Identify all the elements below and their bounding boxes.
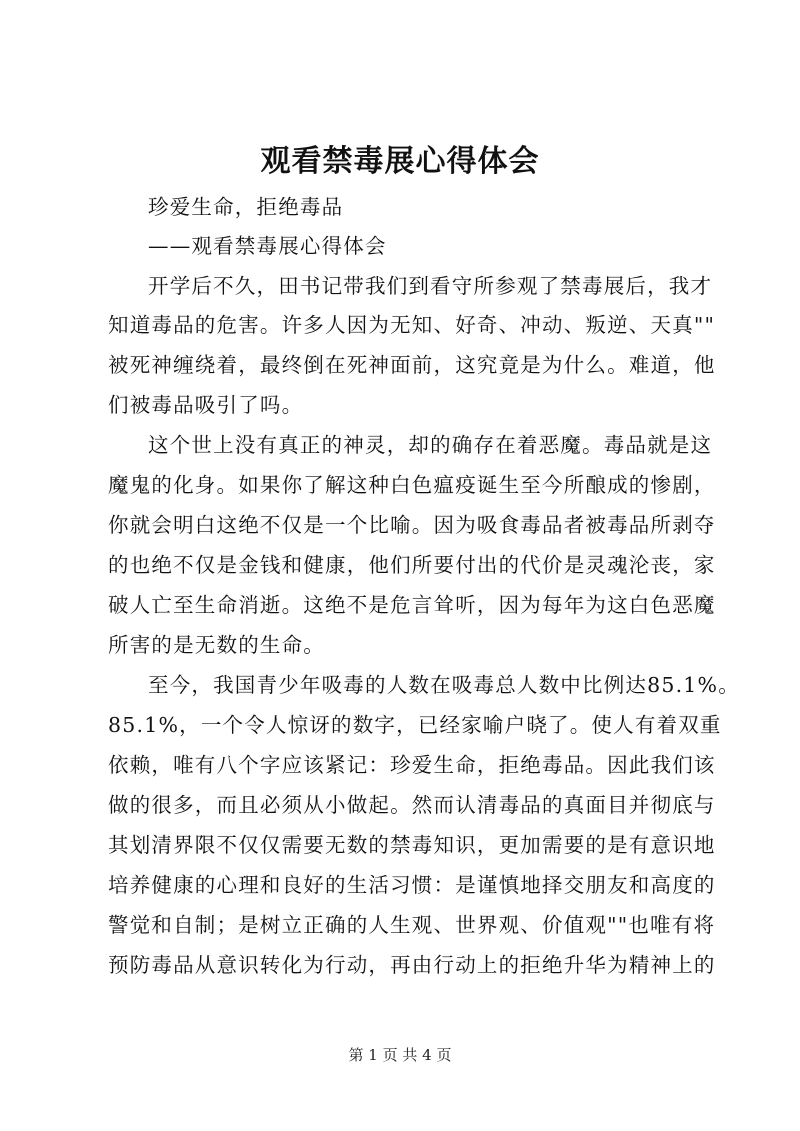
subtitle-line: ——观看禁毒展心得体会 [148, 234, 387, 258]
paragraph-line: 魔鬼的化身。如果你了解这种白色瘟疫诞生至今所酿成的惨剧， [108, 473, 716, 497]
paragraph-line: 警觉和自制；是树立正确的人生观、世界观、价值观""也唯有将 [108, 913, 716, 937]
subtitle-line: 珍爱生命，拒绝毒品 [148, 195, 344, 219]
paragraph-line: 你就会明白这绝不仅是一个比喻。因为吸食毒品者被毒品所剥夺 [108, 513, 716, 537]
paragraph-line: 培养健康的心理和良好的生活习惯：是谨慎地择交朋友和高度的 [108, 873, 716, 897]
paragraph-line: 被死神缠绕着，最终倒在死神面前，这究竟是为什么。难道，他 [108, 353, 716, 377]
paragraph-line: 这个世上没有真正的神灵，却的确存在着恶魔。毒品就是这 [148, 433, 713, 457]
paragraph-line: 知道毒品的危害。许多人因为无知、好奇、冲动、叛逆、天真"" [108, 313, 716, 337]
paragraph-line: 至今，我国青少年吸毒的人数在吸毒总人数中比例达85.1%。 [148, 673, 740, 697]
page-footer: 第 1 页 共 4 页 [348, 1046, 452, 1064]
paragraph-line: 做的很多，而且必须从小做起。然而认清毒品的真面目并彻底与 [108, 793, 716, 817]
paragraph-line: 其划清界限不仅仅需要无数的禁毒知识，更加需要的是有意识地 [108, 833, 716, 857]
paragraph-line: 破人亡至生命消逝。这绝不是危言耸听，因为每年为这白色恶魔 [108, 593, 716, 617]
paragraph-line: 的也绝不仅是金钱和健康，他们所要付出的代价是灵魂沦丧，家 [108, 553, 716, 577]
paragraph-line: 依赖，唯有八个字应该紧记：珍爱生命，拒绝毒品。因此我们该 [108, 753, 716, 777]
document-title: 观看禁毒展心得体会 [260, 144, 540, 179]
paragraph-line: 们被毒品吸引了吗。 [108, 393, 304, 417]
paragraph-line: 预防毒品从意识转化为行动，再由行动上的拒绝升华为精神上的 [108, 953, 716, 977]
paragraph-line: 开学后不久，田书记带我们到看守所参观了禁毒展后，我才 [148, 274, 713, 298]
paragraph-line: 85.1%，一个令人惊讶的数字，已经家喻户晓了。使人有着双重 [108, 713, 722, 737]
paragraph-line: 所害的是无数的生命。 [108, 633, 325, 657]
